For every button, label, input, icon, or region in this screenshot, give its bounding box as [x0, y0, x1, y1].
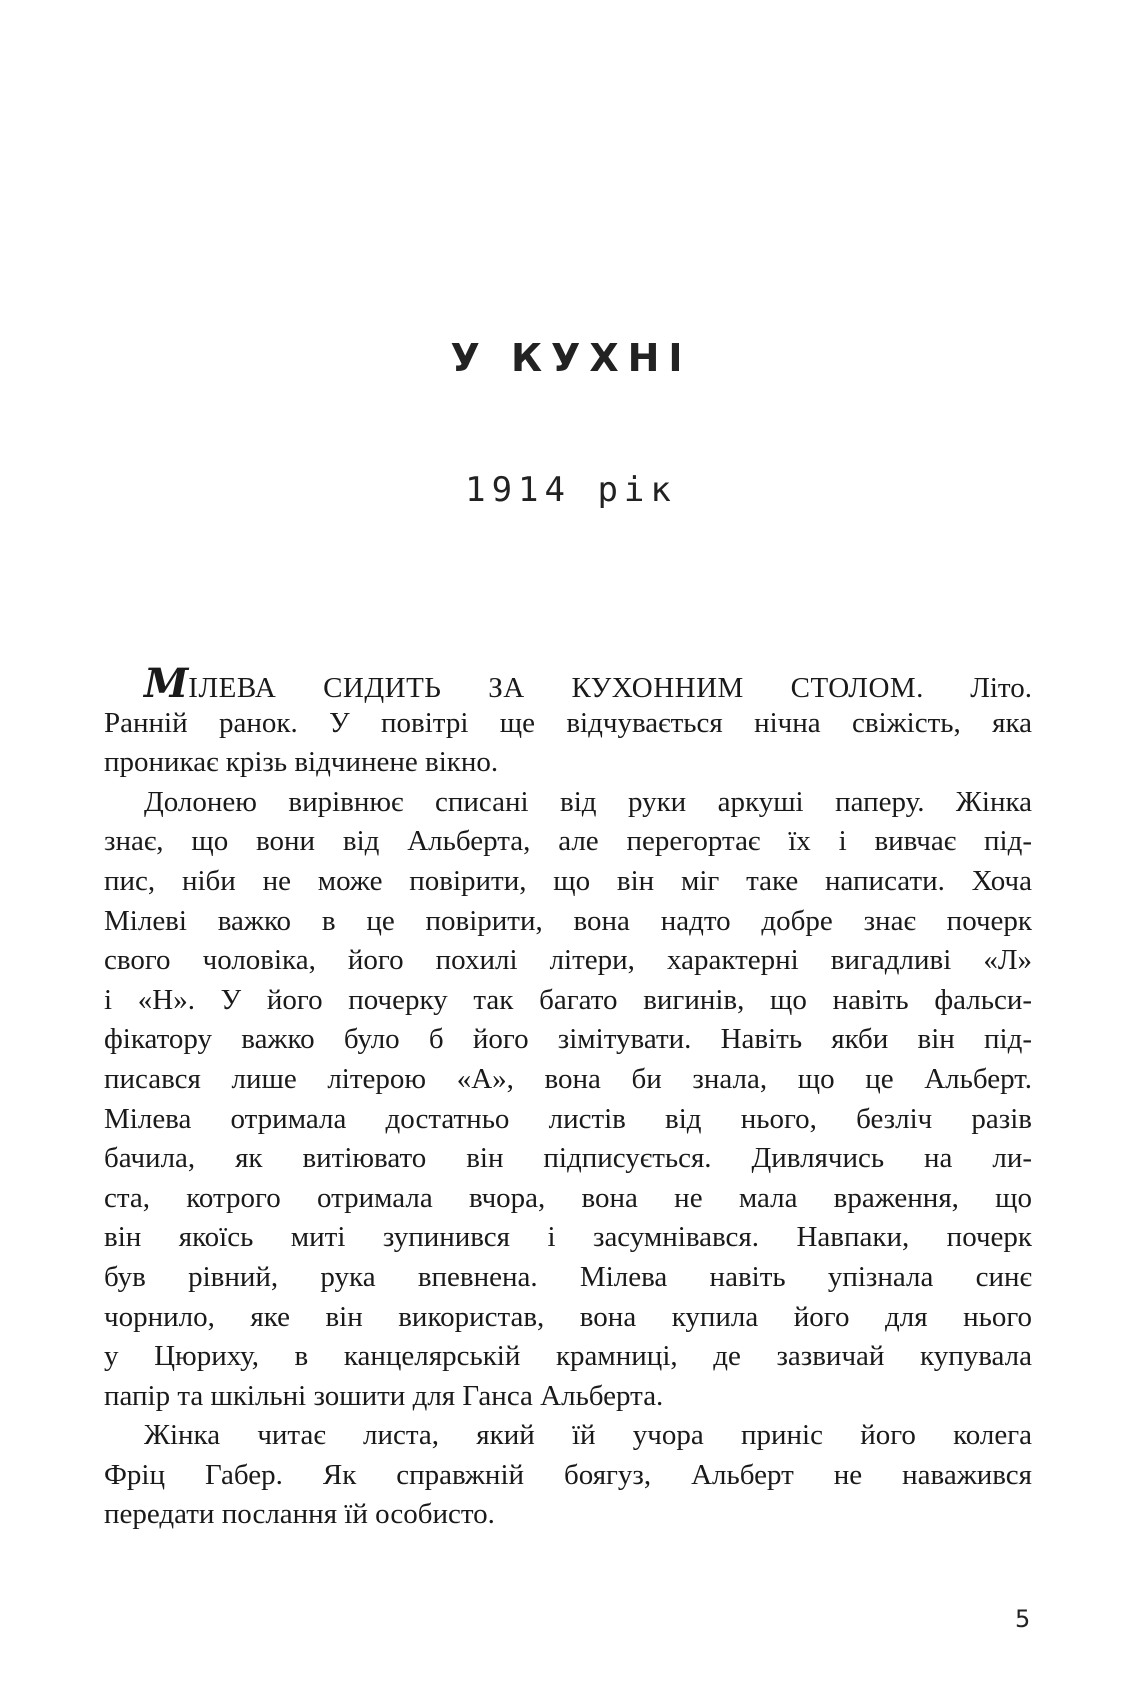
text-line: чорнило, яке він використав, вона купила його для нього: [104, 1300, 1032, 1333]
text-line: писався лише літерою «А», вона би знала, що це Альберт.: [104, 1062, 1032, 1095]
text-line: був рівний, рука впевнена. Мілева навіть упізнала синє: [104, 1260, 1032, 1293]
text-line: передати послання їй особисто.: [104, 1498, 495, 1531]
text-line: Жінка читає листа, який їй учора приніс його колега: [144, 1419, 1032, 1452]
body-text: [104, 660, 1032, 1535]
text-line: у Цюриху, в канцелярській крамниці, де зазвичай купувала: [104, 1340, 1032, 1373]
drop-cap: М: [144, 660, 189, 707]
text-line: бачила, як витіювато він підписується. Дивлячись на ли-: [104, 1142, 1032, 1175]
text-line: ста, котрого отримала вчора, вона не мала враження, що: [104, 1181, 1032, 1214]
text-line: Долонею вирівнює списані від руки аркуші паперу. Жінка: [144, 785, 1032, 818]
text-line: Фріц Габер. Як справжній боягуз, Альберт не наважився: [104, 1458, 1032, 1491]
text-line: і «Н». У його почерку так багато вигинів, що навіть фальси-: [104, 983, 1032, 1016]
text-line: знає, що вони від Альберта, але перегортає їх і вивчає під-: [104, 825, 1032, 858]
opening-line: [104, 660, 1032, 707]
text-line: фікатору важко було б його зімітувати. Навіть якби він під-: [104, 1023, 1032, 1056]
page-number: 5: [1015, 1605, 1031, 1633]
chapter-subtitle-year: 1914 рік: [465, 470, 677, 510]
text-line: він якоїсь миті зупинився і засумнівався. Навпаки, почерк: [104, 1221, 1032, 1254]
text-line: проникає крізь відчинене вікно.: [104, 746, 499, 779]
text-line: папір та шкільні зошити для Ганса Альберта.: [104, 1379, 664, 1412]
text-line: Ранній ранок. У повітрі ще відчувається нічна свіжість, яка: [104, 706, 1032, 739]
text-line: Мілева отримала достатньо листів від нього, безліч разів: [104, 1102, 1032, 1135]
opening-caps: ІЛЕВА СИДИТЬ ЗА КУХОННИМ СТОЛОМ.: [188, 672, 924, 704]
text-line: свого чоловіка, його похилі літери, характерні вигадливі «Л»: [104, 944, 1032, 977]
text-line: Мілеві важко в це повірити, вона надто добре знає почерк: [104, 904, 1032, 937]
chapter-title: У КУХНІ: [450, 336, 692, 380]
opening-rest: Літо.: [923, 672, 1032, 704]
text-line: пис, ніби не може повірити, що він міг таке написати. Хоча: [104, 864, 1032, 897]
